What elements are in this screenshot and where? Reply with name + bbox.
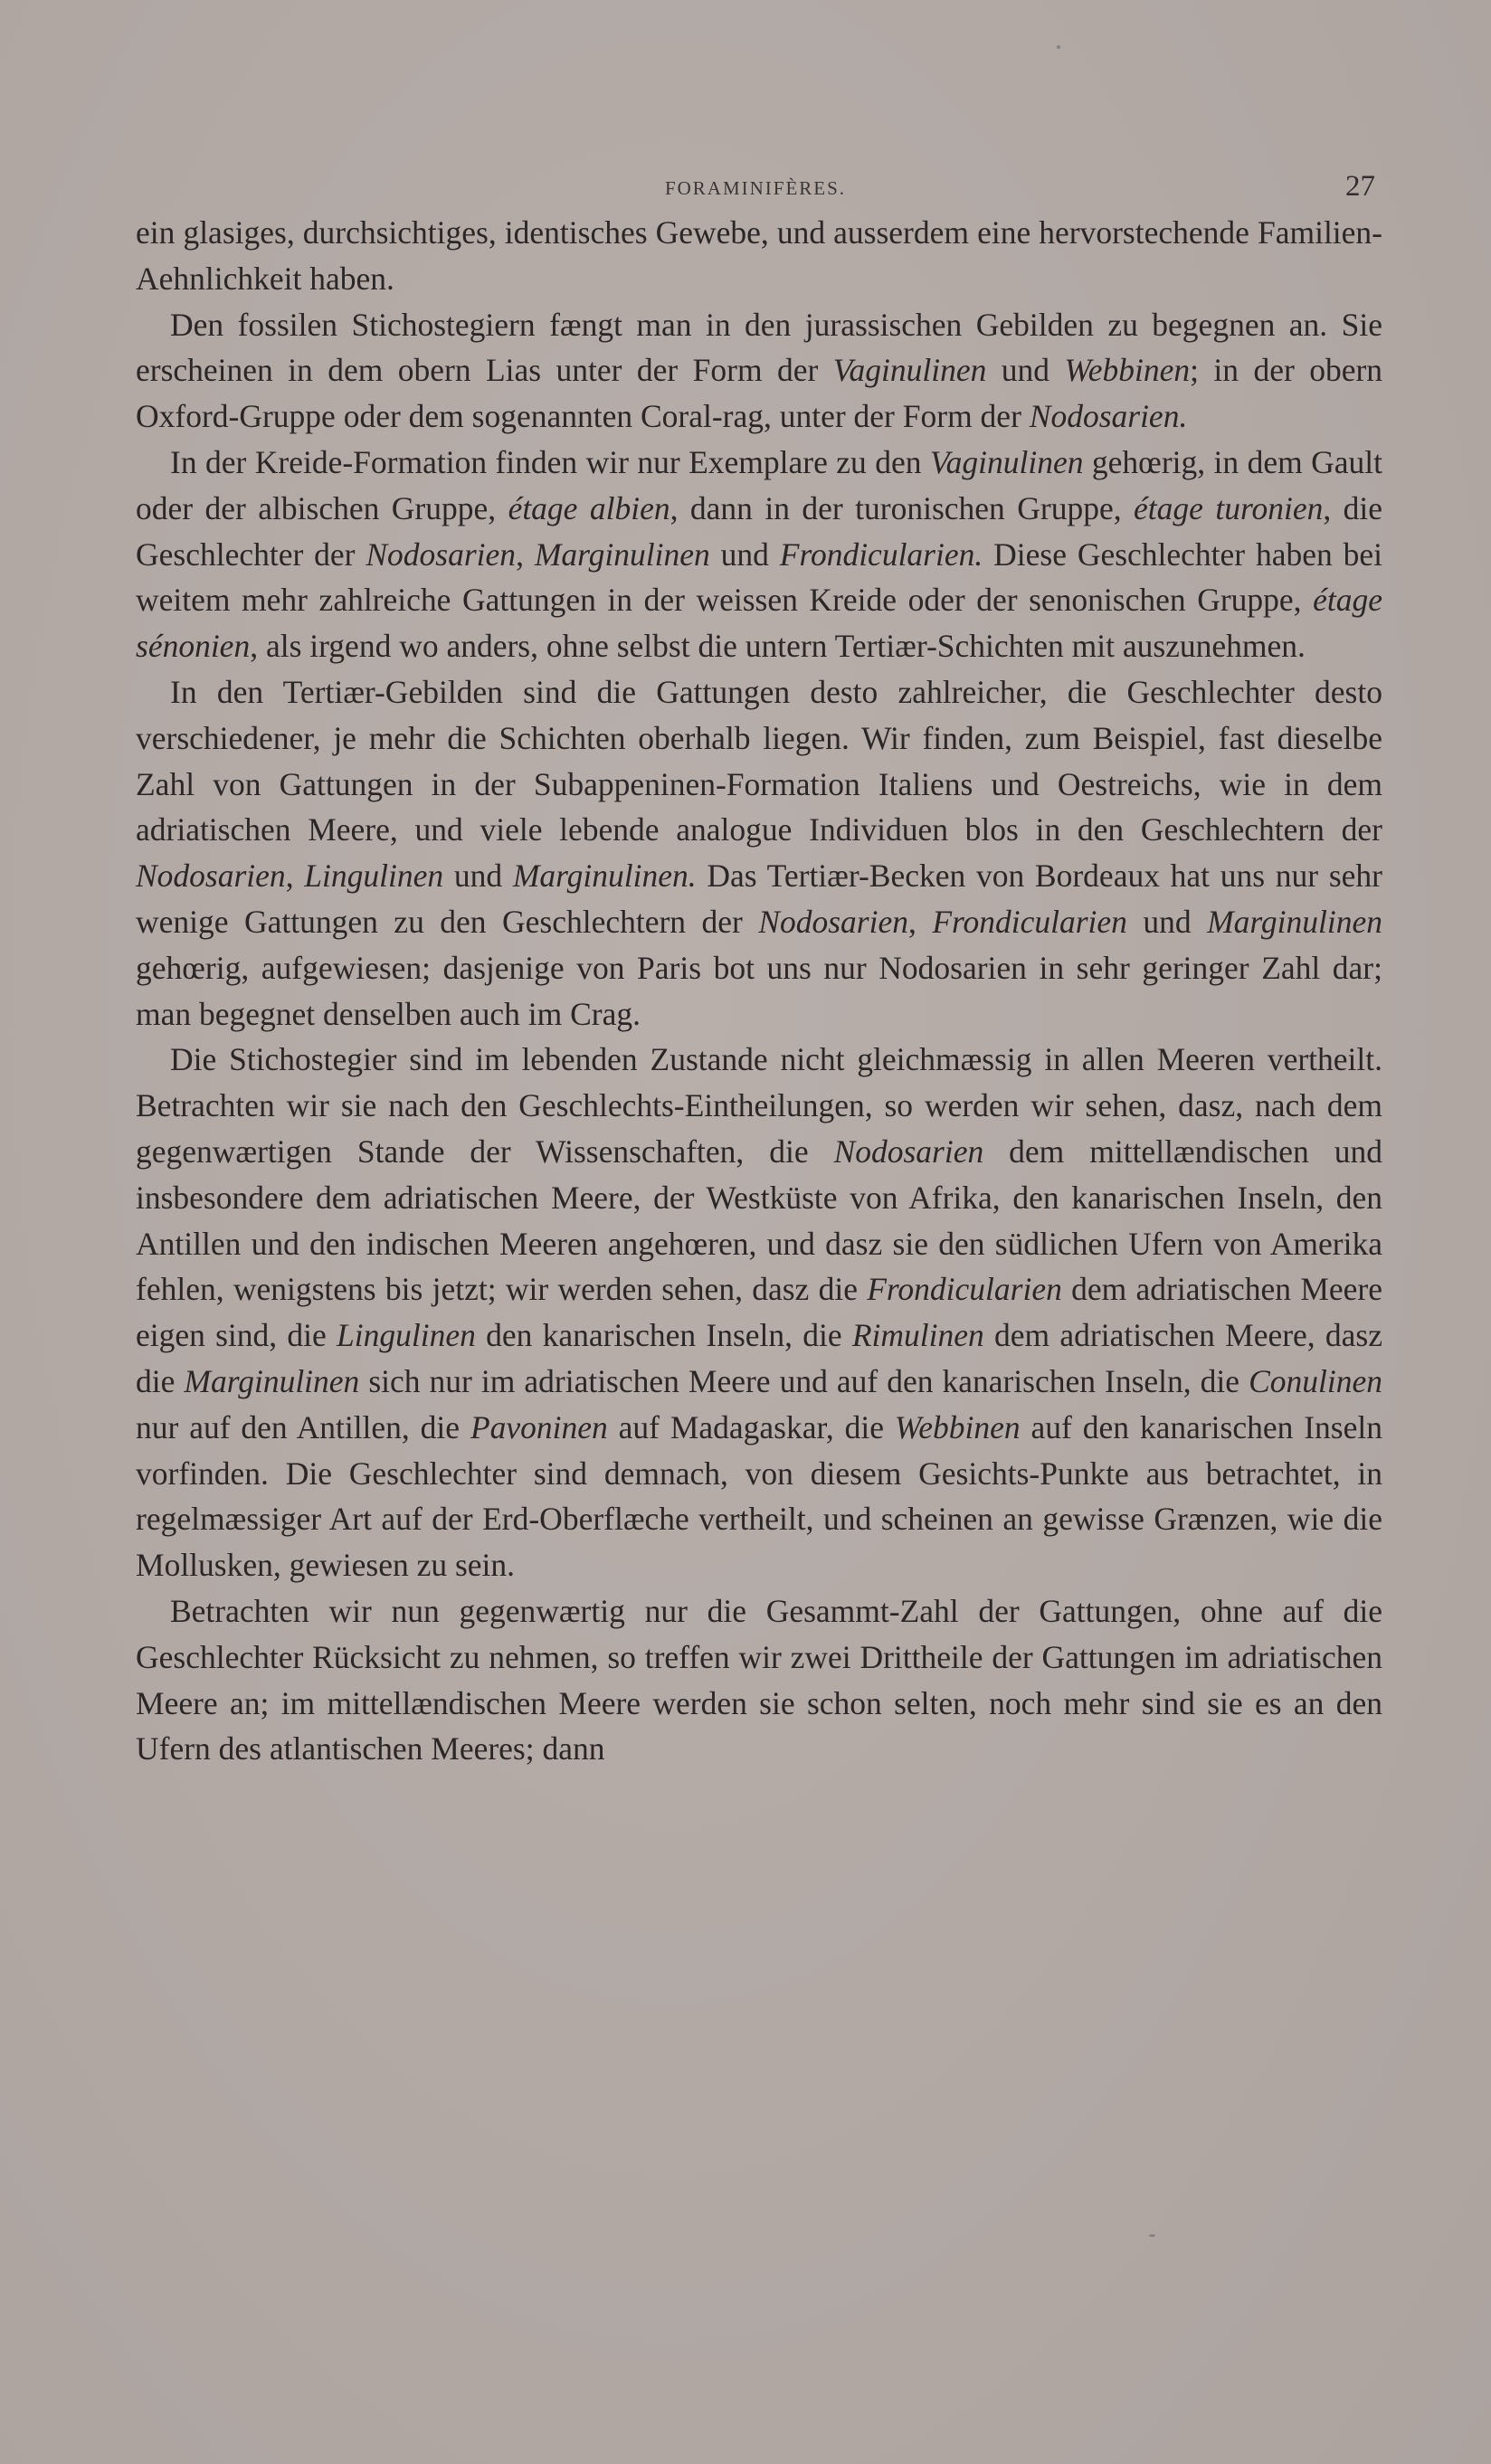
running-title: FORAMINIFÈRES.: [664, 177, 847, 199]
text-run: dem mittellændischen und insbesondere dem adriatischen Meere, der Westküste von Afrika, den kanarischen Inseln, den Antillen und den indischen Meeren angehœren, und dasz sie den südlichen Ufern von Amerika fehlen, wenigstens bis jetzt; wir werden sehen, dasz die: [136, 1132, 1382, 1308]
italic-term: Nodosarien: [833, 1132, 984, 1170]
text-run: dem adriatischen Meere, dasz die: [136, 1317, 1382, 1399]
italic-term: Nodosarien: [758, 903, 908, 940]
italic-term: Marginulinen: [534, 535, 710, 573]
italic-term: Marginulinen: [1207, 903, 1383, 940]
text-run: ; in der obern Oxford-Gruppe oder dem sogenannten Coral-rag, unter der Form der: [136, 352, 1383, 435]
text-run: und: [443, 858, 513, 895]
text-run: , die Geschlechter der: [136, 489, 1383, 573]
paragraph: [136, 1588, 1382, 1772]
text-run: auf den kanarischen Inseln vorfinden. Die Geschlechter sind demnach, von diesem Gesichts-Punkte aus betrachtet, in regelmæssiger Art auf der Erd-Oberflæche vertheilt, und scheinen an gewisse Grænzen, wie die Mollusken, gewiesen zu sein.: [136, 1408, 1382, 1584]
italic-term: Frondicularien.: [779, 535, 983, 573]
italic-term: Pavoninen: [470, 1408, 608, 1445]
text-run: ,: [907, 903, 933, 940]
italic-term: étage turonien: [1134, 489, 1324, 526]
text-run: Den fossilen Stichostegiern fængt man in den jurassischen Gebilden zu begegnen an. Sie erscheinen in dem obern Lias unter der Form der: [136, 306, 1382, 389]
italic-term: étage albien: [508, 489, 670, 526]
paragraph: [136, 669, 1382, 1037]
italic-term: Vaginulinen: [832, 352, 987, 389]
text-run: gehœrig, aufgewiesen; dasjenige von Paris bot uns nur Nodosarien in sehr geringer Zahl dar; man begegnet denselben auch im Crag.: [136, 949, 1382, 1032]
text-run: , als irgend wo anders, ohne selbst die untern Tertiær-Schichten mit auszunehmen.: [250, 628, 1306, 665]
italic-term: Rimulinen: [851, 1317, 984, 1354]
italic-term: Webbinen: [894, 1408, 1021, 1445]
text-run: Die Stichostegier sind im lebenden Zustande nicht gleichmæssig in allen Meeren vertheilt. Betrachten wir sie nach den Geschlechts-Eintheilungen, so werden wir sehen, dasz, nach dem gegenwærtigen Stande der Wissenschaften, die: [136, 1041, 1382, 1170]
text-run: und: [986, 352, 1065, 389]
paper-speck: [1057, 45, 1060, 49]
paragraph: [136, 302, 1382, 440]
page-number: 27: [1345, 170, 1375, 203]
italic-term: Frondicularien: [932, 903, 1127, 940]
text-run: ein glasiges, durchsichtiges, identisches Gewebe, und ausserdem eine hervorstechende Familien-Aehnlichkeit haben.: [136, 214, 1382, 297]
text-run: gehœrig, in dem Gault oder der albischen Gruppe,: [136, 443, 1382, 526]
paragraph: [136, 210, 1382, 302]
text-run: In der Kreide-Formation finden wir nur Exemplare zu den: [170, 443, 930, 480]
italic-term: Nodosarien: [136, 858, 286, 895]
text-run: auf Madagaskar, die: [607, 1408, 895, 1445]
text-run: und: [709, 535, 780, 573]
paragraph: [136, 1037, 1382, 1588]
text-run: dem adriatischen Meere eigen sind, die: [136, 1271, 1382, 1354]
italic-term: Marginulinen: [184, 1362, 360, 1399]
italic-term: Lingulinen: [337, 1317, 476, 1354]
text-run: den kanarischen Inseln, die: [475, 1317, 852, 1354]
paragraph: [136, 440, 1382, 669]
italic-term: Frondicularien: [867, 1271, 1062, 1308]
running-head: [136, 170, 1375, 206]
text-run: und: [1126, 903, 1208, 940]
text-run: ,: [285, 858, 305, 895]
italic-term: étage sénonien: [136, 582, 1382, 665]
text-run: Das Tertiær-Becken von Bordeaux hat uns nur sehr wenige Gattungen zu den Geschlechtern der: [136, 858, 1382, 940]
text-run: nur auf den Antillen, die: [136, 1408, 470, 1445]
text-run: sich nur im adriatischen Meere und auf den kanarischen Inseln, die: [359, 1362, 1249, 1399]
text-run: Diese Geschlechter haben bei weitem mehr zahlreiche Gattungen in der weissen Kreide oder der senonischen Gruppe,: [136, 535, 1383, 619]
italic-term: Vaginulinen: [929, 443, 1084, 480]
italic-term: Nodosarien.: [1029, 398, 1188, 435]
text-run: Betrachten wir nun gegenwærtig nur die Gesammt-Zahl der Gattungen, ohne auf die Geschlechter Rücksicht zu nehmen, so treffen wir zwei Drittheile der Gattungen im adriatischen Meere an; im mittellændischen Meere werden sie schon selten, noch mehr sind sie es an den Ufern des atlantischen Meeres; dann: [136, 1592, 1382, 1767]
body-text: [136, 210, 1382, 1772]
italic-term: Webbinen: [1064, 352, 1191, 389]
text-run: , dann in der turonischen Gruppe,: [670, 489, 1135, 526]
text-run: ,: [516, 535, 535, 573]
italic-term: Lingulinen: [304, 858, 444, 895]
italic-term: Conulinen: [1249, 1362, 1382, 1399]
paper-speck: [1149, 2234, 1155, 2237]
italic-term: Nodosarien: [366, 535, 517, 573]
italic-term: Marginulinen.: [512, 858, 697, 895]
text-run: In den Tertiær-Gebilden sind die Gattungen desto zahlreicher, die Geschlechter desto verschiedener, je mehr die Schichten oberhalb liegen. Wir finden, zum Beispiel, fast dieselbe Zahl von Gattungen in der Subappeninen-Formation Italiens und Oestreichs, wie in dem adriatischen Meere, und viele lebende analogue Individuen blos in den Geschlechtern der: [136, 673, 1382, 848]
